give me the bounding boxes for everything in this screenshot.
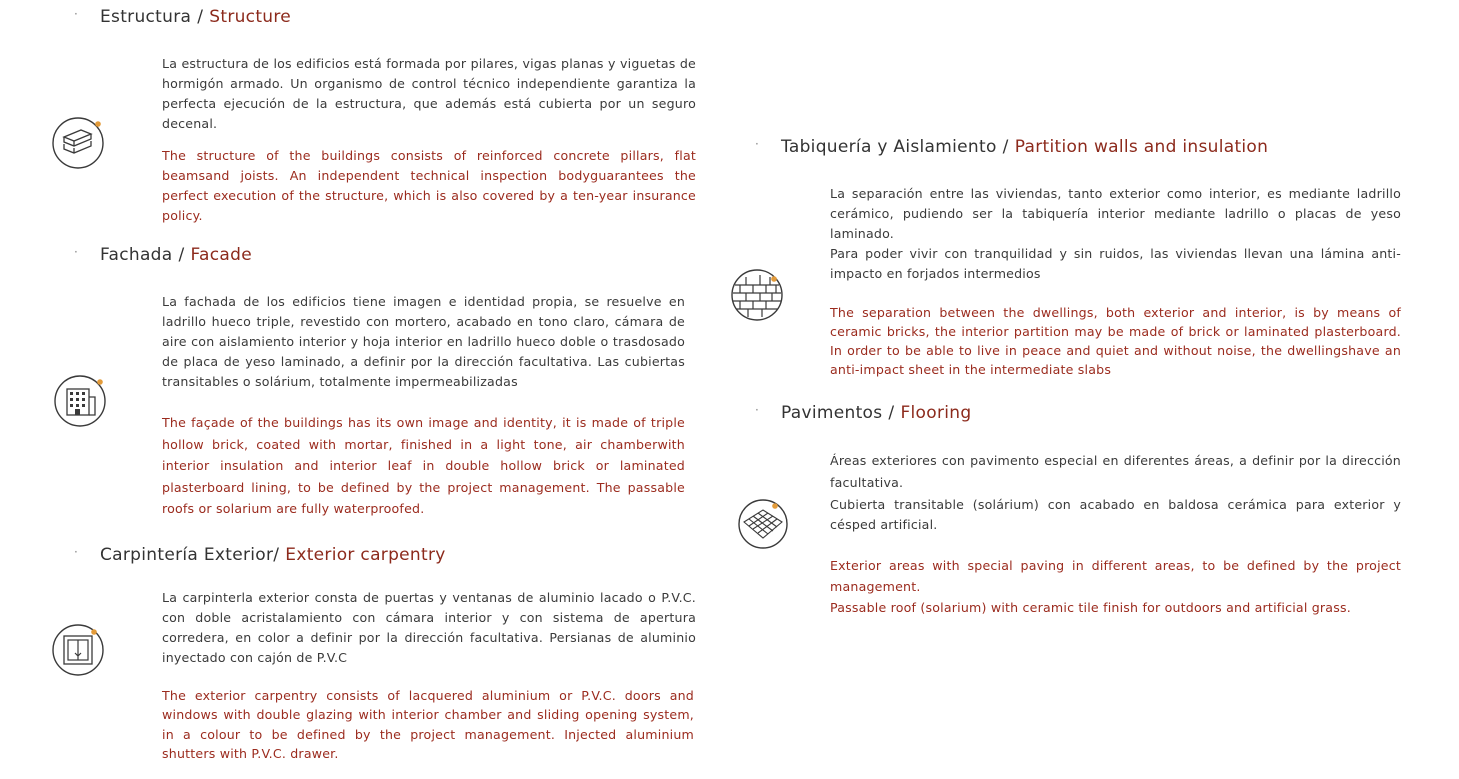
text-en-2: Passable roof (solarium) with ceramic tile finish for outdoors and artificial grass. — [830, 600, 1351, 615]
text-es-2: Cubierta transitable (solárium) con acabado en baldosa cerámica para exterior y césped artificial. — [830, 497, 1401, 532]
heading-en: Flooring — [900, 403, 972, 423]
heading-en: Exterior carpentry — [285, 545, 446, 565]
heading-separator: / — [178, 245, 185, 265]
beams-icon — [51, 115, 107, 171]
brick-wall-icon — [730, 267, 786, 323]
section-heading — [74, 245, 252, 265]
text-en: Exterior areas with special paving in different areas, to be defined by the project management. — [830, 558, 1401, 594]
text-en: The separation between the dwellings, both exterior and interior, is by means of ceramic bricks, the interior partition may be made of brick or laminated plasterboard. In order to be able to live in peace and quiet and without noise, the dwellingshave an anti-impact sheet in the intermediate slabs — [830, 305, 1401, 377]
heading-es: Fachada — [100, 245, 173, 265]
heading-en: Structure — [209, 7, 292, 27]
text-en: The façade of the buildings has its own image and identity, it is made of triple hollow brick, coated with mortar, finished in a light tone, air chamberwith interior insulation and interior leaf in double hollow brick or laminated plasterboard lining, to be defined by the project management. The passable roofs or solarium are fully waterproofed. — [162, 415, 685, 517]
text-es: La separación entre las viviendas, tanto exterior como interior, es mediante ladrillo cerámico, pudiendo ser la tabiquería interior mediante ladrillo o placas de yeso laminado. — [830, 186, 1401, 241]
heading-en: Facade — [190, 245, 252, 265]
text-es-2: Para poder vivir con tranquilidad y sin ruidos, las viviendas llevan una lámina anti-impacto en forjados intermedios — [830, 246, 1401, 281]
heading-separator: / — [273, 545, 280, 565]
section-heading — [755, 403, 972, 423]
heading-separator: / — [1002, 137, 1009, 157]
heading-es: Carpintería Exterior — [100, 545, 274, 565]
section-heading — [74, 545, 446, 565]
text-en: The structure of the buildings consists of reinforced concrete pillars, flat beamsand joists. An independent technical inspection bodyguarantees the perfect execution of the structure, which is also covered by a ten-year insurance policy. — [162, 148, 696, 223]
text-en: The exterior carpentry consists of lacquered aluminium or P.V.C. doors and windows with double glazing with interior chamber and sliding opening system, in a colour to be defined by the project management. Injected aluminium shutters with P.V.C. drawer. — [162, 688, 694, 762]
text-es: La estructura de los edificios está formada por pilares, vigas planas y viguetas de hormigón armado. Un organismo de control técnico independiente garantiza la perfecta ejecución de la estructura, que además está cubierta por un seguro decenal. — [162, 56, 696, 131]
bullet: · — [74, 7, 79, 21]
floor-tiles-icon — [736, 496, 792, 552]
bullet: · — [74, 545, 79, 559]
section-heading — [74, 7, 292, 27]
window-icon — [51, 622, 107, 678]
text-es: La fachada de los edificios tiene imagen e identidad propia, se resuelve en ladrillo hueco triple, revestido con mortero, acabado en tono claro, cámara de aire con aislamiento interior y hoja interior en ladrillo hueco doble o trasdosado de placa de yeso laminado, a definir por la dirección facultativa. Las cubiertas transitables o solárium, totalmente impermeabilizadas — [162, 294, 685, 389]
heading-es: Pavimentos — [781, 403, 883, 423]
building-facade-icon — [53, 373, 109, 429]
heading-en: Partition walls and insulation — [1014, 137, 1269, 157]
text-es: Áreas exteriores con pavimento especial en diferentes áreas, a definir por la dirección facultativa. — [830, 453, 1401, 490]
text-es: La carpinterla exterior consta de puertas y ventanas de aluminio lacado o P.V.C. con doble acristalamiento con cámara interior y con sistema de apertura corredera, en color a definir por la dirección facultativa. Persianas de aluminio inyectado con cajón de P.V.C — [162, 590, 696, 665]
heading-separator: / — [197, 7, 204, 27]
bullet: · — [755, 403, 760, 417]
heading-separator: / — [888, 403, 895, 423]
bullet: · — [755, 137, 760, 151]
heading-es: Tabiquería y Aislamiento — [781, 137, 997, 157]
section-heading — [755, 137, 1269, 157]
bullet: · — [74, 245, 79, 259]
heading-es: Estructura — [100, 7, 192, 27]
